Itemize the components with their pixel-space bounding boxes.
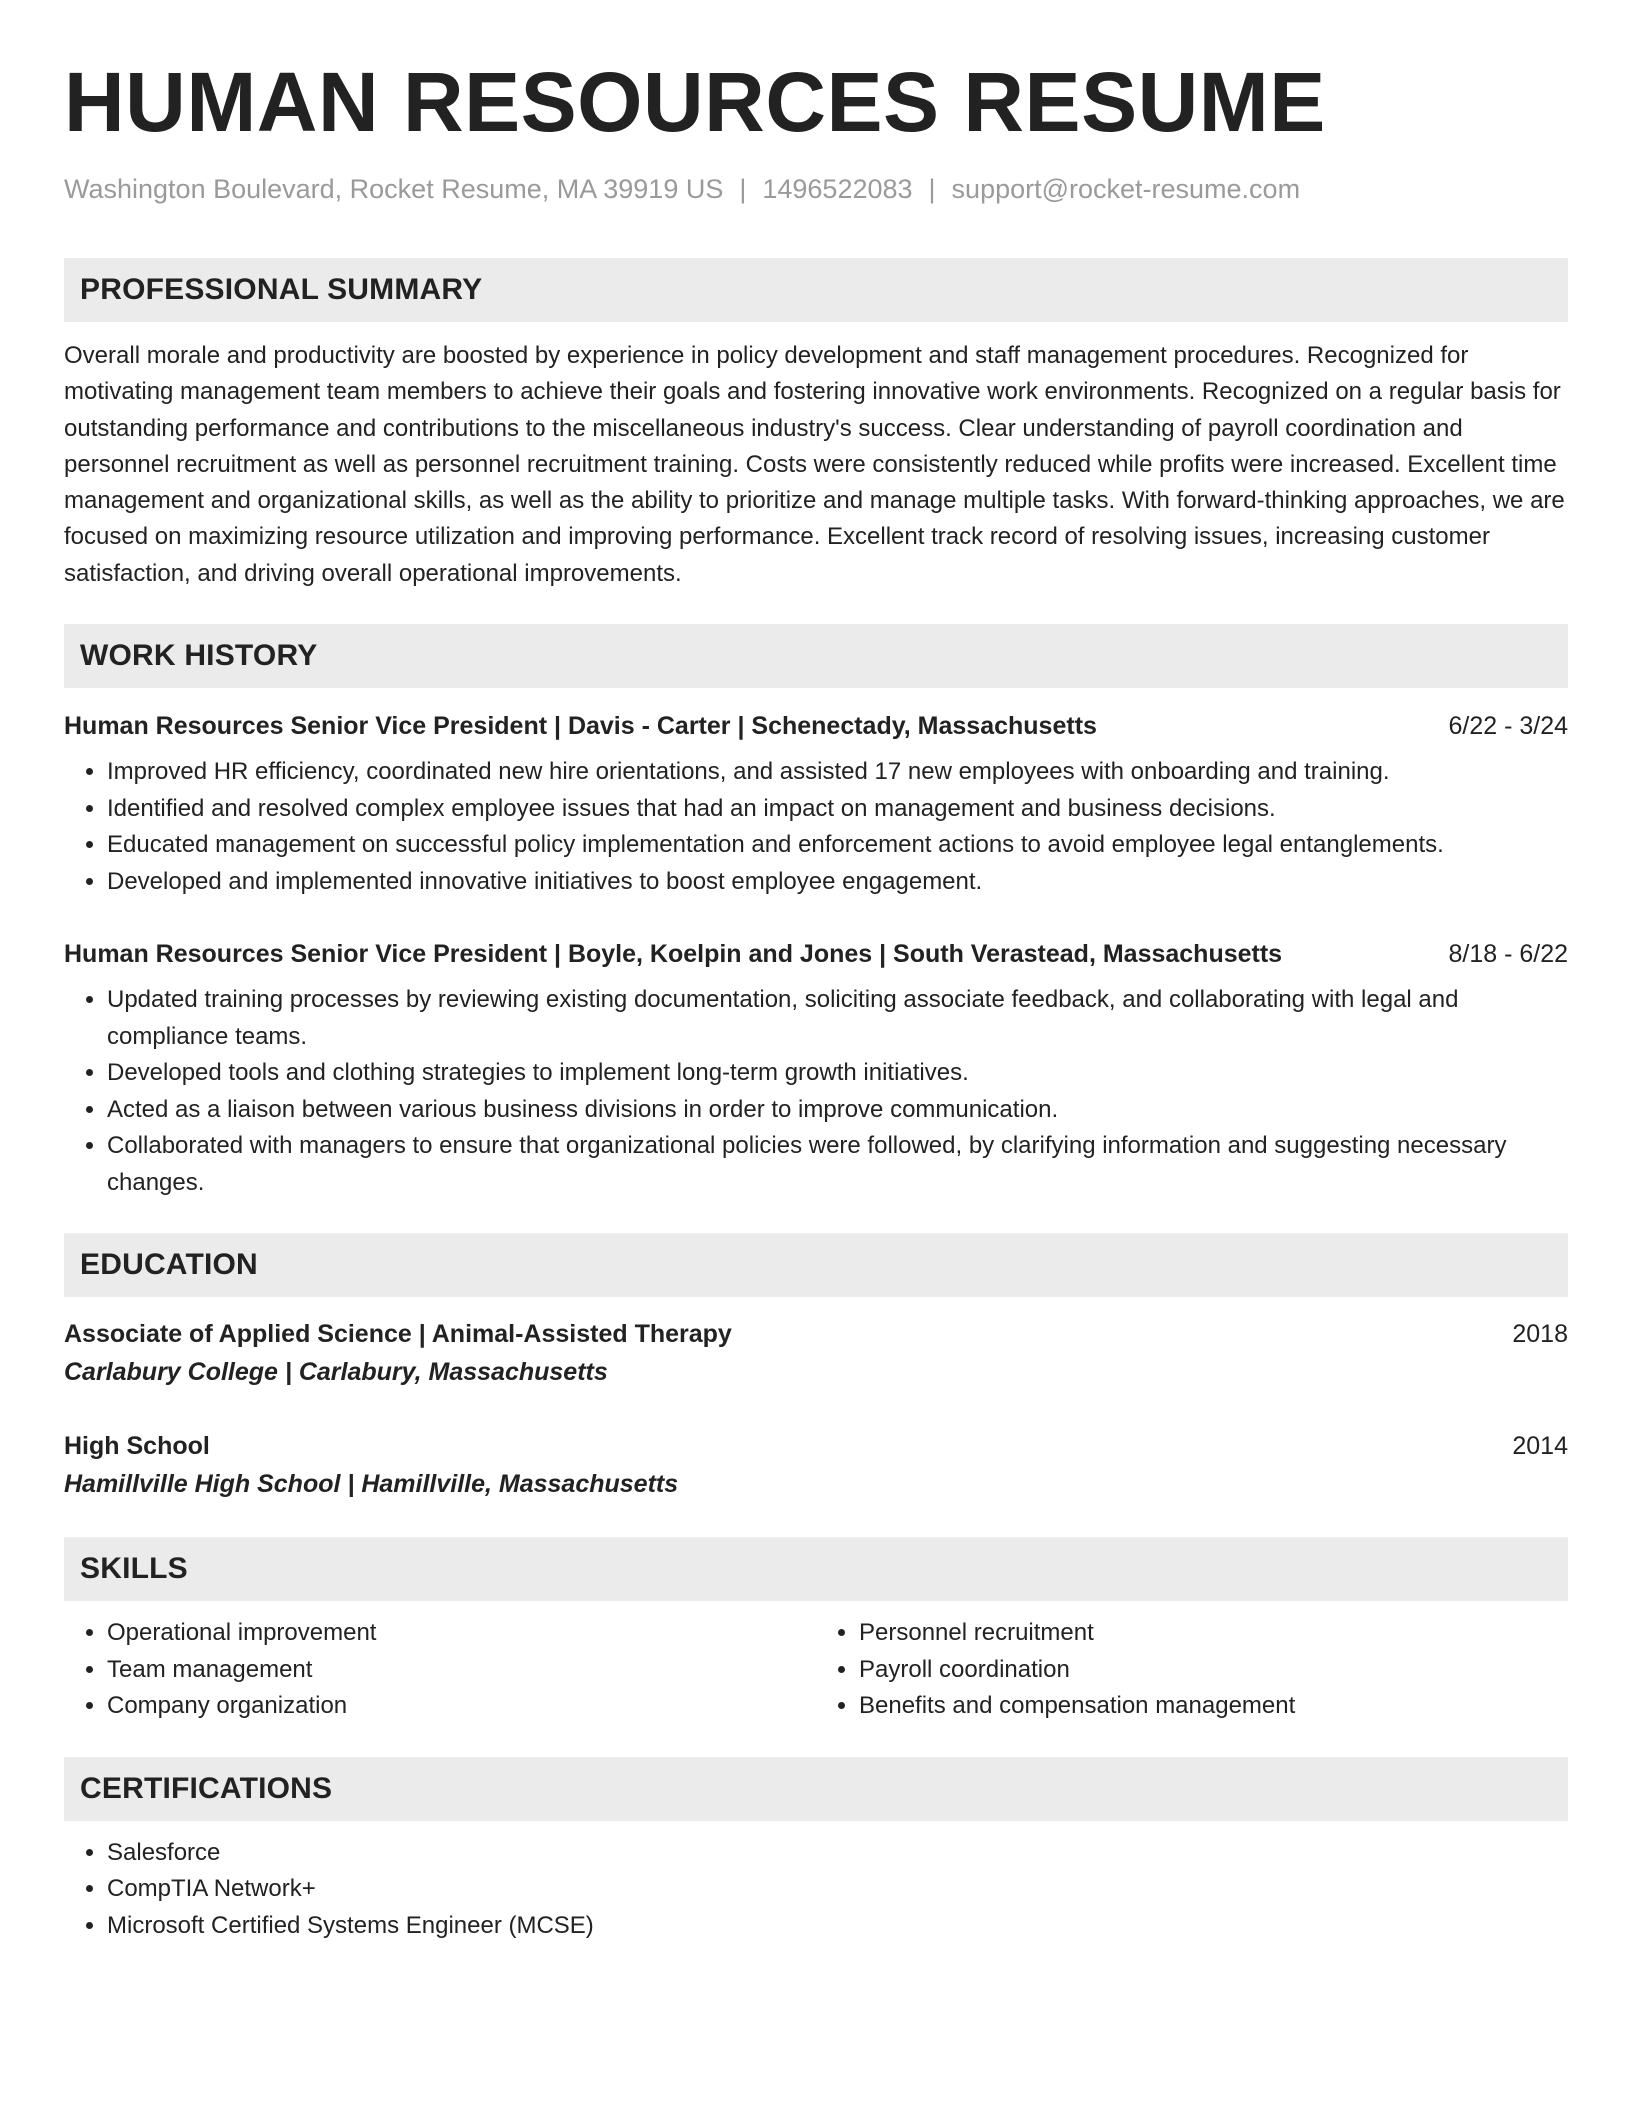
education-school: Hamillville High School | Hamillville, Massachusetts [64,1470,679,1499]
education-year: 2018 [1512,1320,1568,1349]
section-header-skills: SKILLS [64,1537,1568,1601]
section-header-work-history: WORK HISTORY [64,624,1568,688]
skill-item: • Payroll coordination [859,1652,1568,1689]
job-header [64,936,1568,972]
skills-column-left [64,1615,816,1725]
skills-list [64,1615,816,1725]
certification-item: • CompTIA Network+ [107,1871,1568,1908]
job-bullet: • Acted as a liaison between various business divisions in order to improve communication. [107,1092,1568,1129]
job-title: Human Resources Senior Vice President | Davis - Carter | Schenectady, Massachusetts [64,712,1097,741]
contact-line [64,172,1568,206]
job-bullet: • Developed tools and clothing strategies to implement long-term growth initiatives. [107,1055,1568,1092]
contact-email: support@rocket-resume.com [951,174,1301,204]
job-entry [64,708,1568,900]
education-degree: High School [64,1432,210,1461]
contact-separator: | [928,174,936,204]
section-header-certifications: CERTIFICATIONS [64,1757,1568,1821]
job-dates: 6/22 - 3/24 [1448,712,1568,741]
job-bullet: • Educated management on successful policy implementation and enforcement actions to avoid employee legal entanglements. [107,827,1568,864]
job-bullets [64,982,1568,1201]
skills-grid [64,1615,1568,1725]
job-bullet: • Collaborated with managers to ensure that organizational policies were followed, by clarifying information and suggesting necessary changes. [107,1128,1568,1201]
skills-list [816,1615,1568,1725]
section-header-education: EDUCATION [64,1233,1568,1297]
contact-phone: 1496522083 [762,174,913,204]
certifications-list [64,1835,1568,1945]
job-title: Human Resources Senior Vice President | Boyle, Koelpin and Jones | South Verastead, Massachusetts [64,940,1283,969]
skill-item: • Company organization [107,1688,816,1725]
education-row [64,1315,1568,1353]
section-header-summary: PROFESSIONAL SUMMARY [64,258,1568,322]
job-bullet: • Updated training processes by reviewing existing documentation, soliciting associate feedback, and collaborating with legal and compliance teams. [107,982,1568,1055]
summary-paragraph: Overall morale and productivity are boosted by experience in policy development and staff management procedures. Recognized for motivating management team members to achieve their goals and fostering innovative work environments. Recognized on a regular basis for outstanding performance and contributions to the miscellaneous industry's success. Clear understanding of payroll coordination and personnel recruitment as well as personnel recruitment training. Costs were consistently reduced while profits were increased. Excellent time management and organizational skills, as well as the ability to prioritize and manage multiple tasks. With forward-thinking approaches, we are focused on maximizing resource utilization and improving performance. Excellent track record of resolving issues, increasing customer satisfaction, and driving overall operational improvements. [64,342,1565,587]
job-bullet: • Identified and resolved complex employee issues that had an impact on management and business decisions. [107,791,1568,828]
job-entry [64,936,1568,1201]
skill-item: • Team management [107,1652,816,1689]
contact-address: Washington Boulevard, Rocket Resume, MA 39919 US [64,174,724,204]
job-dates: 8/18 - 6/22 [1448,940,1568,969]
job-bullet: • Improved HR efficiency, coordinated new hire orientations, and assisted 17 new employees with onboarding and training. [107,754,1568,791]
resume-title: HUMAN RESOURCES RESUME [64,55,1326,149]
job-bullet: • Developed and implemented innovative initiatives to boost employee engagement. [107,864,1568,901]
education-row [64,1427,1568,1465]
certification-item: • Salesforce [107,1835,1568,1872]
contact-separator: | [739,174,747,204]
education-entry [64,1315,1568,1391]
education-entry [64,1427,1568,1503]
skills-column-right [816,1615,1568,1725]
education-degree: Associate of Applied Science | Animal-Assisted Therapy [64,1320,732,1349]
certification-item: • Microsoft Certified Systems Engineer (MCSE) [107,1908,1568,1945]
job-header [64,708,1568,744]
skill-item: • Personnel recruitment [859,1615,1568,1652]
job-bullets [64,754,1568,900]
skill-item: • Operational improvement [107,1615,816,1652]
education-school: Carlabury College | Carlabury, Massachusetts [64,1358,608,1387]
skill-item: • Benefits and compensation management [859,1688,1568,1725]
education-year: 2014 [1512,1432,1568,1461]
